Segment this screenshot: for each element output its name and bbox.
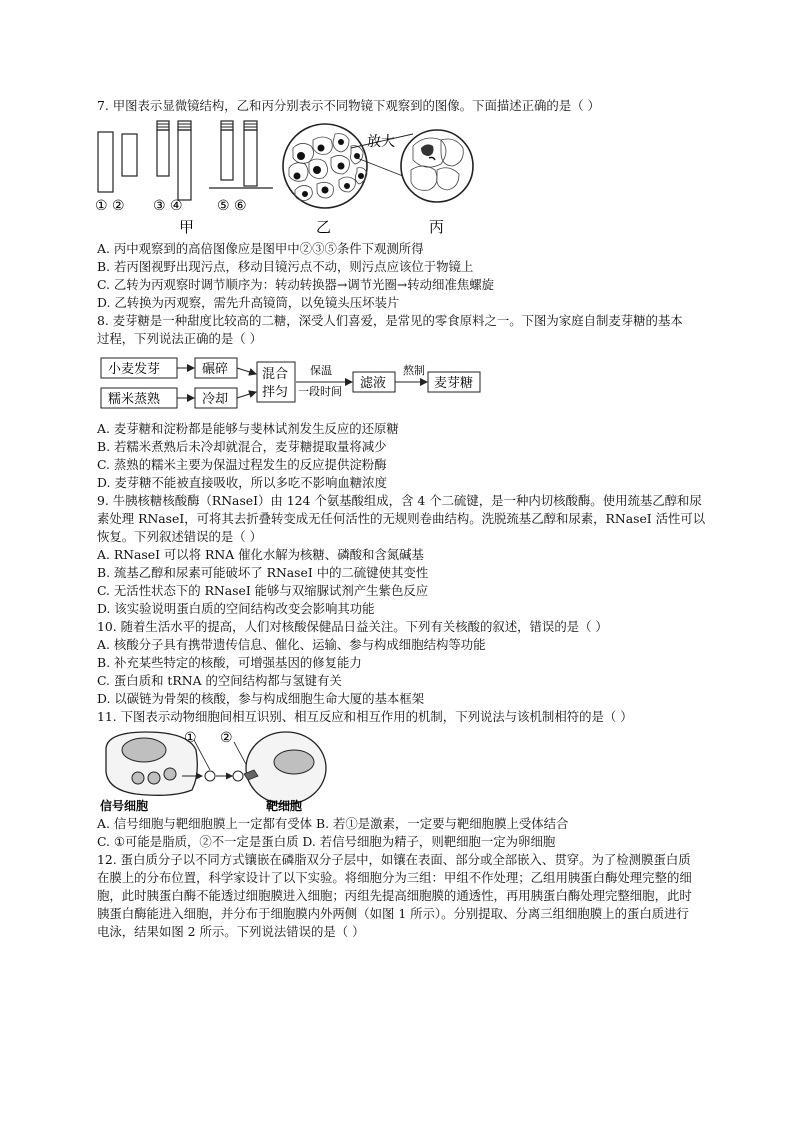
q7-stem: 7. 甲图表示显微镜结构，乙和丙分别表示不同物镜下观察到的图像。下面描述正确的是（ ） xyxy=(97,98,600,113)
q11-label-signal: 信号细胞 xyxy=(100,799,149,813)
q11-stem: 11. 下图表示动物细胞间相互识别、相互反应和相互作用的机制，下列说法与该机制相符的是（ ） xyxy=(97,709,633,724)
q7-nums-right: ⑤ ⑥ xyxy=(217,198,247,214)
q8-option-d: D. 麦芽糖不能被直接吸收，所以多吃不影响血糖浓度 xyxy=(97,475,387,490)
q8-option-a: A. 麦芽糖和淀粉都是能够与斐林试剂发生反应的还原糖 xyxy=(97,421,399,436)
q7-label-bing: 丙 xyxy=(429,218,445,236)
q9-stem-line3: 恢复。下列叙述错误的是（ ） xyxy=(97,529,263,544)
flow-arrow-time: 一段时间 xyxy=(298,385,342,398)
q8-option-b: B. 若糯米煮熟后未冷却就混合，麦芽糖提取量将减少 xyxy=(97,439,387,454)
q9-stem-line1: 9. 牛胰核糖核酸酶（RNaseI）由 124 个氨基酸组成，含 4 个二硫键，是一种内切核酸酶。使用巯基乙醇和尿 xyxy=(97,493,702,508)
q7-view-yi xyxy=(283,124,367,208)
q7-option-a: A. 丙中观察到的高倍图像应是图甲中②③⑤条件下观测所得 xyxy=(97,241,424,256)
q7-nums-mid: ③ ④ xyxy=(153,198,183,214)
target-cell xyxy=(244,732,326,804)
q11-options-cd: C. ①可能是脂质，②不一定是蛋白质 D. 若信号细胞为精子，则靶细胞一定为卵细胞 xyxy=(97,834,556,849)
q10-option-c: C. 蛋白质和 tRNA 的空间结构都与氢键有关 xyxy=(97,673,342,688)
q7-figure xyxy=(95,118,475,238)
flow-box-cool: 冷却 xyxy=(202,392,229,407)
q11-figure xyxy=(98,728,338,814)
q11-mark-2: ② xyxy=(220,730,233,746)
q9-option-d: D. 该实验说明蛋白质的空间结构改变会影响其功能 xyxy=(97,601,375,616)
q7-view-bing xyxy=(401,130,473,202)
q7-label-jia: 甲 xyxy=(179,218,195,236)
q10-stem: 10. 随着生活水平的提高，人们对核酸保健品日益关注。下列有关核酸的叙述，错误的是（ ） xyxy=(97,619,608,634)
q12-line2: 在膜上的分布位置，科学家设计了以下实验。将细胞分为三组：甲组不作处理；乙组用胰蛋白酶处理完整的细 xyxy=(97,870,692,885)
q9-stem-line2: 素处理 RNaseI，可将其去折叠转变成无任何活性的无规则卷曲结构。洗脱巯基乙醇和尿素，RNaseI 活性可以 xyxy=(97,511,706,526)
flow-box-wheat: 小麦发芽 xyxy=(108,362,161,377)
flow-box-crush: 碾碎 xyxy=(202,362,229,377)
flow-box-maltose: 麦芽糖 xyxy=(434,376,474,391)
flow-box-filtrate: 滤液 xyxy=(360,376,387,391)
q9-option-b: B. 巯基乙醇和尿素可能破坏了 RNaseI 中的二硫键使其变性 xyxy=(97,565,429,580)
q8-option-c: C. 蒸熟的糯米主要为保温过程发生的反应提供淀粉酶 xyxy=(97,457,387,472)
flow-arrow-boil: 熬制 xyxy=(403,364,425,377)
q12-line5: 电泳，结果如图 2 所示。下列说法错误的是（ ） xyxy=(97,924,365,939)
q7-nums-left: ① ② xyxy=(95,198,125,214)
flow-box-mix-1: 混合 xyxy=(262,367,289,382)
q12-line1: 12. 蛋白质分子以不同方式镶嵌在磷脂双分子层中，如镶在表面、部分或全部嵌入、贯穿。为了检测膜蛋白质 xyxy=(97,852,691,867)
q9-option-c: C. 无活性状态下的 RNaseI 能够与双缩脲试剂产生紫色反应 xyxy=(97,583,429,598)
flow-box-mix-2: 拌匀 xyxy=(262,385,289,400)
q10-option-b: B. 补充某些特定的核酸，可增强基因的修复能力 xyxy=(97,655,362,670)
q7-label-enlarge: 放大 xyxy=(367,134,395,150)
q11-label-target: 靶细胞 xyxy=(266,799,303,813)
flow-box-rice: 糯米蒸熟 xyxy=(108,392,161,407)
q11-mark-1: ① xyxy=(184,730,197,746)
q11-options-ab: A. 信号细胞与靶细胞膜上一定都有受体 B. 若①是激素，一定要与靶细胞膜上受体结合 xyxy=(97,816,569,831)
q10-option-d: D. 以碳链为骨架的核酸，参与构成细胞生命大厦的基本框架 xyxy=(97,691,425,706)
q9-option-a: A. RNaseI 可以将 RNA 催化水解为核糖、磷酸和含氮碱基 xyxy=(97,547,424,562)
q7-label-yi: 乙 xyxy=(316,218,332,236)
q12-line4: 胰蛋白酶能进入细胞，并分布于细胞膜内外两侧（如图 1 所示）。分别提取、分离三组细胞膜上的蛋白质进行 xyxy=(97,906,689,921)
q7-option-b: B. 若丙图视野出现污点，移动目镜污点不动，则污点应该位于物镜上 xyxy=(97,259,474,274)
q7-option-c: C. 乙转为丙观察时调节顺序为：转动转换器→调节光圈→转动细准焦螺旋 xyxy=(97,277,495,292)
q12-line3: 胞，此时胰蛋白酶不能透过细胞膜进入细胞；丙组先提高细胞膜的通透性，再用胰蛋白酶处理完整细胞，此时 xyxy=(97,888,692,903)
q10-option-a: A. 核酸分子具有携带遗传信息、催化、运输、参与构成细胞结构等功能 xyxy=(97,637,486,652)
flow-arrow-keep-warm: 保温 xyxy=(310,364,332,377)
q8-flowchart xyxy=(100,354,520,412)
q8-stem-line2: 过程，下列说法正确的是（ ） xyxy=(97,331,263,346)
q8-stem-line1: 8. 麦芽糖是一种甜度比较高的二糖，深受人们喜爱，是常见的零食原料之一。下图为家庭自制麦芽糖的基本 xyxy=(97,313,683,328)
q7-option-d: D. 乙转换为丙观察，需先升高镜筒，以免镜头压坏装片 xyxy=(97,295,400,310)
